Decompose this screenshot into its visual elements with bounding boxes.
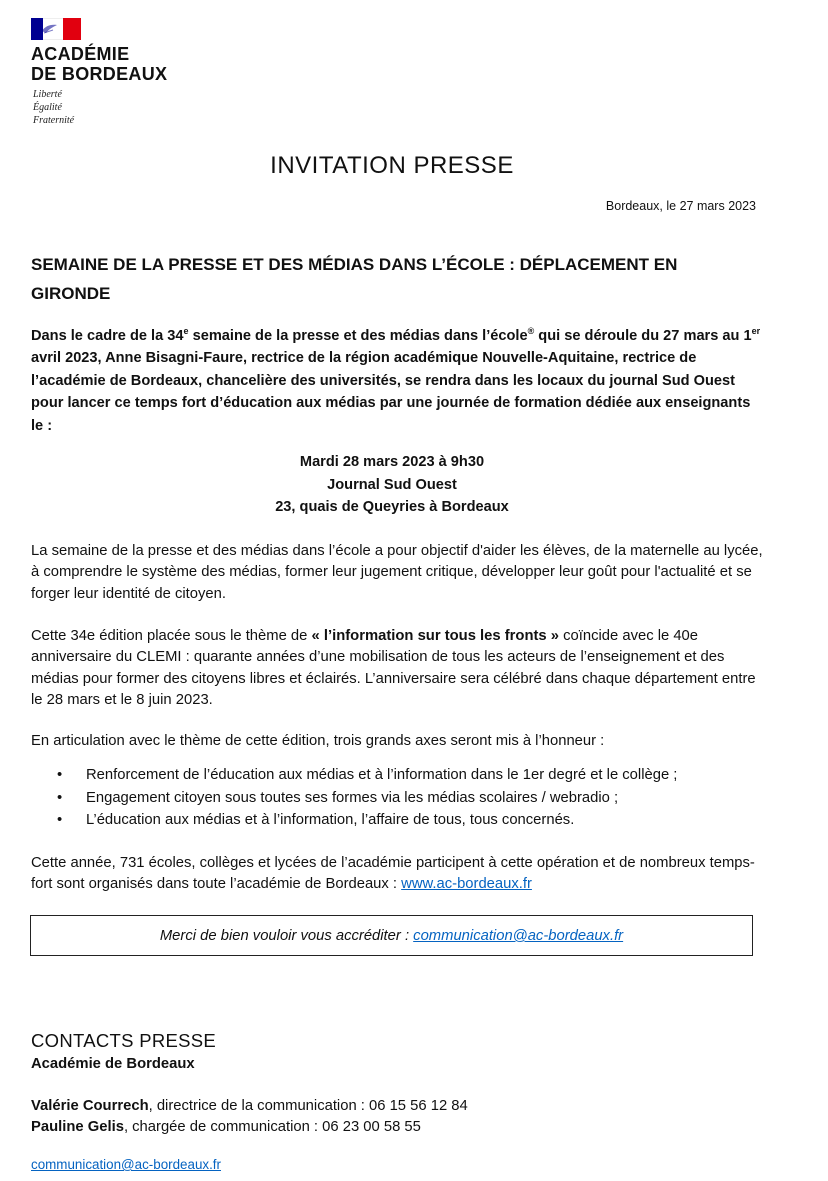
motto-egalite: Égalité bbox=[33, 102, 62, 113]
edition-theme: « l’information sur tous les fronts » bbox=[311, 628, 559, 644]
academy-logo-text bbox=[31, 44, 167, 84]
lead-paragraph: Dans le cadre de la 34e semaine de la presse et des médias dans l’école® qui se déroule du 27 mars au 1er avril 2023, Anne Bisagni-Faure, rectrice de la région académique Nouvelle-Aquitaine, rectrice de l’académie de Bordeaux, chancelière des universités, se rendra dans les locaux du journal Sud Ouest pour lancer ce temps fort d’éducation aux médias par une journée de formation dédiée aux enseignants le : bbox=[31, 326, 761, 434]
paragraph-objective: La semaine de la presse et des médias dans l’école a pour objectif d'aider les élèves, de la maternelle au lycée, à comprendre le système des médias, former leur jugement critique, développer leur goût pour l'actualité et se forger leur identité de citoyen. bbox=[31, 543, 763, 602]
republic-flag-logo bbox=[31, 18, 81, 40]
republic-motto bbox=[33, 88, 74, 127]
event-address: 23, quais de Queyries à Bordeaux bbox=[275, 499, 509, 515]
logo-line-2: DE BORDEAUX bbox=[31, 64, 168, 84]
list-item: • Renforcement de l’éducation aux médias et à l’information dans le 1er degré et le collège ; bbox=[31, 764, 791, 787]
contact-person: Pauline Gelis, chargée de communication : 06 23 00 58 55 bbox=[31, 1119, 421, 1135]
contacts-title: CONTACTS PRESSE bbox=[31, 1030, 217, 1051]
motto-fraternite: Fraternité bbox=[33, 115, 75, 126]
contact-person: Valérie Courrech, directrice de la communication : 06 15 56 12 84 bbox=[31, 1098, 468, 1114]
event-place: Journal Sud Ouest bbox=[327, 476, 457, 493]
axes-list bbox=[31, 764, 791, 832]
document-title: INVITATION PRESSE bbox=[270, 152, 514, 179]
website-link[interactable]: www.ac-bordeaux.fr bbox=[401, 876, 532, 893]
paragraph-edition: Cette 34e édition placée sous le thème de « l’information sur tous les fronts » coïncide avec le 40e anniversaire du CLEMI : quarante années d’une mobilisation de tous les acteurs de l’enseignement et des médias pour former des citoyens libres et éclairés. L’anniversaire sera célébré dans chaque département entre le 28 mars et le 8 juin 2023. bbox=[31, 628, 756, 708]
accreditation-email-link[interactable]: communication@ac-bordeaux.fr bbox=[413, 928, 624, 944]
list-item: • Engagement citoyen sous toutes ses formes via les médias scolaires / webradio ; bbox=[31, 787, 791, 810]
paragraph-axes-intro: En articulation avec le thème de cette édition, trois grands axes seront mis à l’honneur : bbox=[31, 733, 605, 749]
press-release-heading: SEMAINE DE LA PRESSE ET DES MÉDIAS DANS L’ÉCOLE : DÉPLACEMENT EN GIRONDE bbox=[31, 255, 678, 303]
event-details bbox=[0, 451, 784, 519]
list-item: • L’éducation aux médias et à l’information, l’affaire de tous, tous concernés. bbox=[31, 809, 791, 832]
accreditation-box: Merci de bien vouloir vous accréditer : communication@ac-bordeaux.fr bbox=[30, 915, 753, 956]
marianne-icon bbox=[39, 22, 61, 36]
event-datetime: Mardi 28 mars 2023 à 9h30 bbox=[299, 454, 485, 470]
document-date: Bordeaux, le 27 mars 2023 bbox=[605, 199, 756, 213]
paragraph-participation: Cette année, 731 écoles, collèges et lycées de l’académie participent à cette opération et de nombreux temps-fort sont organisés dans toute l’académie de Bordeaux : www.ac-bordeaux.fr bbox=[31, 855, 755, 893]
motto-liberte: Liberté bbox=[33, 89, 62, 100]
logo-line-1: ACADÉMIE bbox=[31, 44, 130, 64]
contact-email-link[interactable]: communication@ac-bordeaux.fr bbox=[31, 1157, 221, 1172]
contacts-organization: Académie de Bordeaux bbox=[31, 1056, 195, 1072]
